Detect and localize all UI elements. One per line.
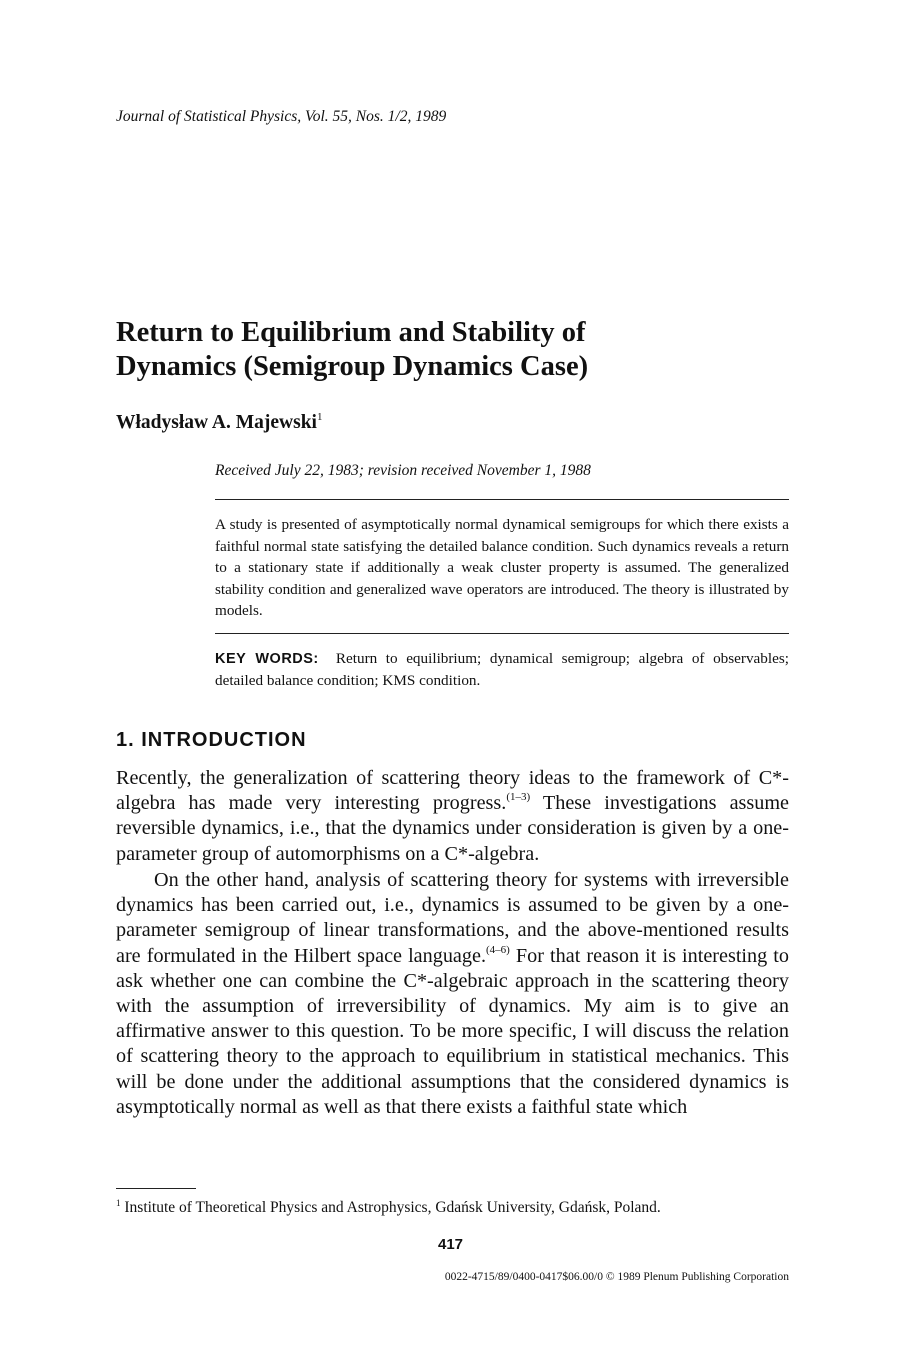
- journal-citation: Journal of Statistical Physics, Vol. 55, Nos. 1/2, 1989: [116, 108, 447, 125]
- abstract-top-rule: [215, 499, 789, 500]
- footnote-mark: 1: [116, 1198, 121, 1208]
- keywords-text: Return to equilibrium; dynamical semigroup; algebra of observables; detailed balance condition; KMS condition.: [215, 650, 789, 689]
- footnote-text: Institute of Theoretical Physics and Astrophysics, Gdańsk University, Gdańsk, Poland.: [124, 1199, 661, 1216]
- para1-text-b: These investigations assume reversible dynamics, i.e., that the dynamics under consideration is given by a one-parameter group of automorphisms on a C*-algebra.: [116, 792, 789, 865]
- copyright-line: 0022-4715/89/0400-0417$06.00/0 © 1989 Plenum Publishing Corporation: [444, 1271, 789, 1283]
- intro-paragraph-1: [116, 766, 789, 867]
- para1-text-a: Recently, the generalization of scattering theory ideas to the framework of C*-algebra has made very interesting progress.: [116, 767, 789, 815]
- section-heading: 1. INTRODUCTION: [116, 729, 307, 751]
- keywords-label: KEY WORDS:: [215, 651, 319, 667]
- para2-text-a: On the other hand, analysis of scattering theory for systems with irreversible dynamics has been carried out, i.e., dynamics is assumed to be given by a one-parameter semigroup of linear transformations, and the above-mentioned results are formulated in the Hilbert space language.: [116, 869, 789, 967]
- para2-citation: (4–6): [486, 943, 510, 956]
- received-dates: Received July 22, 1983; revision received November 1, 1988: [215, 462, 591, 479]
- abstract-bottom-rule: [215, 633, 789, 634]
- title-line-2: Dynamics (Semigroup Dynamics Case): [116, 351, 589, 382]
- author-text: Władysław A. Majewski: [116, 412, 317, 433]
- article-title: [116, 316, 588, 384]
- footnote: [116, 1198, 661, 1217]
- intro-paragraph-2: [116, 868, 789, 1120]
- footnote-rule: [116, 1188, 196, 1189]
- keywords: [215, 648, 789, 692]
- title-line-1: Return to Equilibrium and Stability of: [116, 317, 586, 348]
- author-name: [116, 411, 322, 434]
- para1-citation: (1–3): [506, 791, 531, 804]
- para2-text-b: For that reason it is interesting to ask whether one can combine the C*-algebraic approach in the scattering theory with the assumption of irreversibility of dynamics. My aim is to give an affirmative answer to this question. To be more specific, I will discuss the relation of scattering theory to the approach to equilibrium in statistical mechanics. This will be done under the additional assumptions that the considered dynamics is asymptotically normal as well as that there exists a faithful state which: [116, 944, 790, 1118]
- abstract: A study is presented of asymptotically normal dynamical semigroups for which there exists a faithful normal state satisfying the detailed balance condition. Such dynamics reveals a return to a stationary state if additionally a weak cluster property is assumed. The generalized stability condition and generalized wave operators are introduced. The theory is illustrated by models.: [215, 516, 789, 619]
- author-footnote-mark: 1: [316, 411, 323, 423]
- page-number: 417: [437, 1236, 464, 1253]
